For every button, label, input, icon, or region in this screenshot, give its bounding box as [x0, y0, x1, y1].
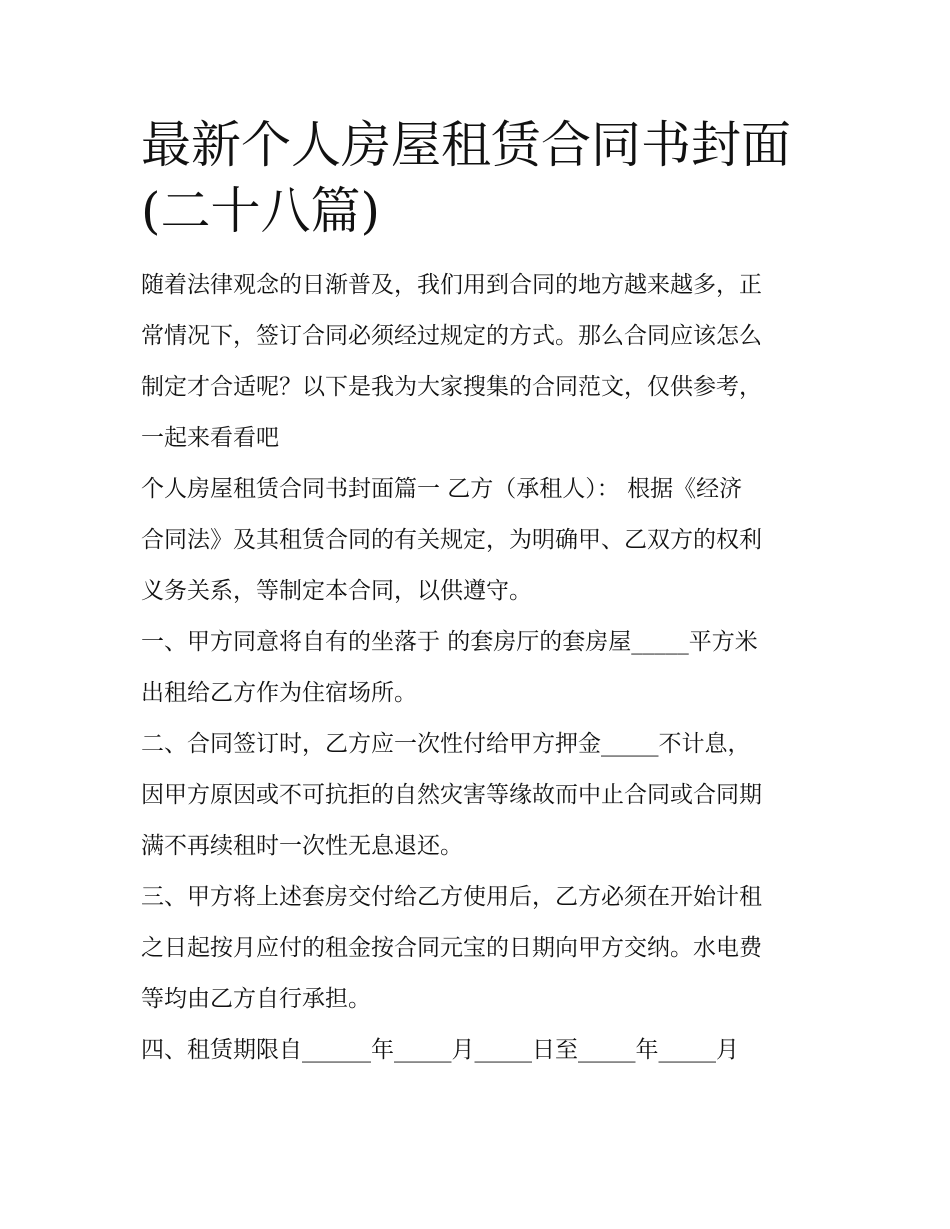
text-line: 二、合同签订时，乙方应一次性付给甲方押金_____不计息，: [141, 731, 751, 757]
text-line: 个人房屋租赁合同书封面篇一 乙方（承租人）： 根据《经济: [141, 476, 743, 502]
text-line: 之日起按月应付的租金按合同元宝的日期向甲方交纳。水电费: [141, 935, 762, 961]
title-line: (二十八篇): [141, 182, 381, 240]
document-title: [141, 112, 813, 244]
text-line: 三、甲方将上述套房交付给乙方使用后，乙方必须在开始计租: [141, 884, 762, 910]
text-line: 随着法律观念的日渐普及，我们用到合同的地方越来越多，正: [141, 272, 762, 298]
text-line: 制定才合适呢？以下是我为大家搜集的合同范文，仅供参考，: [141, 374, 762, 400]
text-line: 因甲方原因或不可抗拒的自然灾害等缘故而中止合同或合同期: [141, 782, 762, 808]
document-page: [141, 112, 813, 1076]
text-line: 义务关系，等制定本合同，以供遵守。: [141, 578, 532, 604]
text-line: 出租给乙方作为住宿场所。: [141, 680, 417, 706]
clause-2-paragraph: [141, 719, 813, 872]
text-line: 一、甲方同意将自有的坐落于 的套房厅的套房屋_____平方米: [141, 629, 758, 655]
text-line: 四、租赁期限自______年_____月_____日至_____年_____月: [141, 1037, 739, 1063]
clause-4-paragraph: [141, 1025, 813, 1076]
clause-3-paragraph: [141, 872, 813, 1025]
text-line: 满不再续租时一次性无息退还。: [141, 833, 463, 859]
text-line: 合同法》及其租赁合同的有关规定，为明确甲、乙双方的权利: [141, 527, 762, 553]
clause-1-paragraph: [141, 617, 813, 719]
intro-paragraph: [141, 260, 813, 464]
text-line: 常情况下，签订合同必须经过规定的方式。那么合同应该怎么: [141, 323, 762, 349]
text-line: 等均由乙方自行承担。: [141, 986, 371, 1012]
contract-preamble-paragraph: [141, 464, 813, 617]
title-line: 最新个人房屋租赁合同书封面: [141, 116, 791, 174]
text-line: 一起来看看吧: [141, 425, 279, 451]
